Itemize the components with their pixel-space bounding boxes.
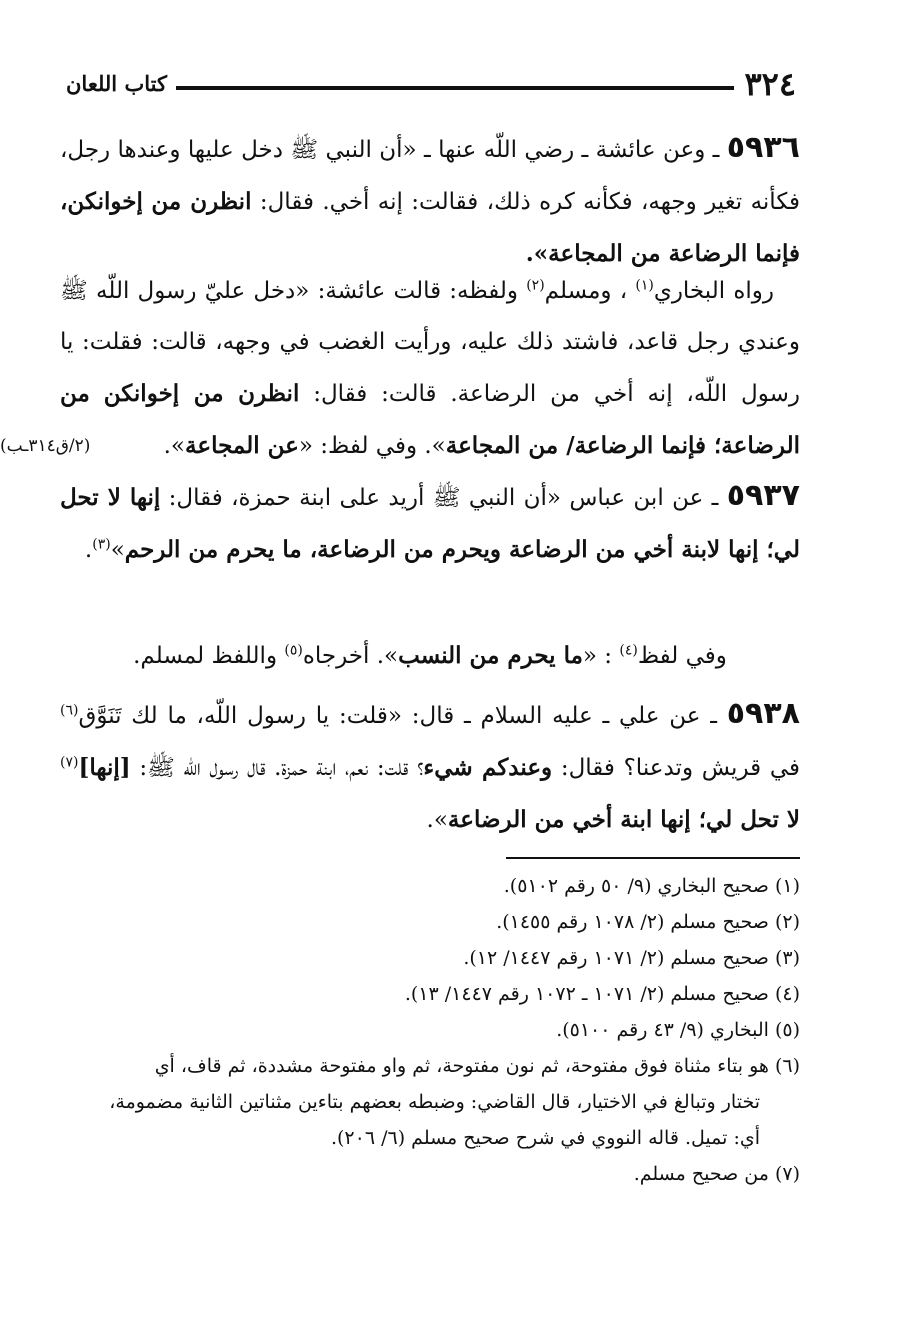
bold-text: عن المجاعة — [185, 432, 299, 459]
text: ، ومسلم — [544, 278, 636, 304]
page-number: ٣٢٤ — [744, 65, 796, 103]
footnote-3: (٣) صحيح مسلم (٢/ ١٠٧١ رقم ١٤٤٧/ ١٢). — [463, 947, 800, 969]
text: ولفظه: قالت عائشة: «دخل عليّ رسول اللّه — [96, 278, 527, 304]
text: : « — [582, 643, 620, 669]
text: ؟ قلت: نعم، ابنة حمزة. قال رسول اللّه ﷺ: — [130, 755, 424, 781]
footnote-4: (٤) صحيح مسلم (٢/ ١٠٧١ ـ ١٠٧٢ رقم ١٤٤٧/ ١٣). — [404, 983, 800, 1005]
text: ». أخرجاه — [302, 643, 399, 669]
bold-text: [إنها] — [78, 754, 131, 781]
hadith-number: ٥٩٣٧ — [726, 478, 800, 513]
text: واللفظ لمسلم. — [133, 643, 285, 669]
hadith-5938 — [60, 688, 800, 846]
bold-text: وعندكم شيء — [423, 754, 553, 781]
chapter-title: كتاب اللعان — [66, 71, 167, 96]
footnotes — [60, 868, 800, 1192]
footnote-6: (٦) هو بتاء مثناة فوق مفتوحة، ثم نون مفتوحة، ثم واو مفتوحة مشددة، ثم قاف، أي — [154, 1055, 800, 1077]
footnote-ref: (٤) — [619, 642, 638, 659]
footnote-7: (٧) من صحيح مسلم. — [633, 1163, 800, 1185]
footnote-ref: (١) — [635, 277, 654, 294]
bold-text: ما يحرم من النسب — [398, 642, 583, 669]
text: ﷺ وعندي رجل قاعد، فاشتد ذلك عليه، ورأيت الغضب في وجهه، قالت: — [60, 278, 800, 355]
text: . — [84, 537, 93, 563]
text: رواه البخاري — [653, 278, 774, 304]
hadith-5936-narration — [60, 266, 800, 472]
text: » — [110, 537, 125, 563]
footnote-6-cont: أي: تميل. قاله النووي في شرح صحيح مسلم (٦/ ٢٠٦). — [330, 1127, 760, 1149]
bold-text: من الرضاعة؛ فإنما الرضاعة/ من المجاعة — [60, 380, 800, 459]
hadith-5936 — [60, 122, 800, 280]
footnote-2: (٢) صحيح مسلم (٢/ ١٠٧٨ رقم ١٤٥٥). — [496, 911, 800, 933]
bold-text: لا تحل لي؛ إنها ابنة أخي من الرضاعة — [447, 806, 800, 833]
text: ». — [163, 433, 186, 459]
text: ـ وعن عائشة ـ رضي اللّه عنها ـ «أن النبي ﷺ دخل عليها وعندها — [117, 137, 727, 163]
page-header — [66, 64, 796, 104]
footnote-ref: (٢) — [526, 277, 545, 294]
manuscript-margin-ref: (٢/ق٣١٤ـب) — [0, 436, 91, 456]
text: فقلت: يا رسول اللّه، إنه أخي من الرضاعة. قالت: فقال: — [60, 329, 801, 407]
text: رجل، فكأنه تغير وجهه، فكأنه كره ذلك، فقالت: إنه أخي. فقال: — [60, 137, 801, 215]
footnote-ref: (٥) — [284, 642, 303, 659]
footnote-ref: (٧) — [60, 754, 79, 771]
bold-text: إنها لا تحل لي؛ إنها لابنة أخي من الرضاعة ويحرم من الرضاعة، ما يحرم من الرحم — [60, 484, 800, 563]
hadith-number: ٥٩٣٦ — [726, 130, 800, 165]
text: في قريش وتدعنا؟ فقال: — [552, 755, 800, 781]
bold-text: انظرن من إخوانكن — [103, 380, 300, 407]
hadith-5937 — [60, 470, 800, 576]
footnote-ref: (٦) — [60, 702, 79, 719]
footnote-1: (١) صحيح البخاري (٩/ ٥٠ رقم ٥١٠٢). — [503, 875, 800, 897]
text: ـ عن ابن عباس «أن النبي ﷺ أريد على ابنة حمزة، فقال: — [160, 485, 727, 511]
text: ـ عن علي ـ عليه السلام ـ قال: «قلت: يا رسول اللّه، ما لك تَنَوَّق — [78, 703, 727, 729]
bold-text: انظرن من — [151, 188, 252, 215]
footnote-6-cont: تختار وتبالغ في الاختيار، قال القاضي: وضبطه بعضهم بتاءين مثناتين الثانية مضمومة، — [109, 1091, 760, 1113]
hadith-number: ٥٩٣٨ — [726, 696, 800, 731]
text: ». — [426, 807, 448, 833]
header-rule — [176, 86, 734, 90]
footnote-5: (٥) البخاري (٩/ ٤٣ رقم ٥١٠٠). — [556, 1019, 800, 1041]
text: وفي لفظ — [637, 643, 727, 669]
footnote-separator — [506, 857, 800, 859]
bold-text: إخوانكن، فإنما الرضاعة من المجاعة». — [60, 188, 800, 267]
footnote-ref: (٣) — [92, 536, 111, 553]
hadith-5937-variant — [60, 630, 800, 682]
text: ». وفي لفظ: « — [298, 433, 446, 459]
